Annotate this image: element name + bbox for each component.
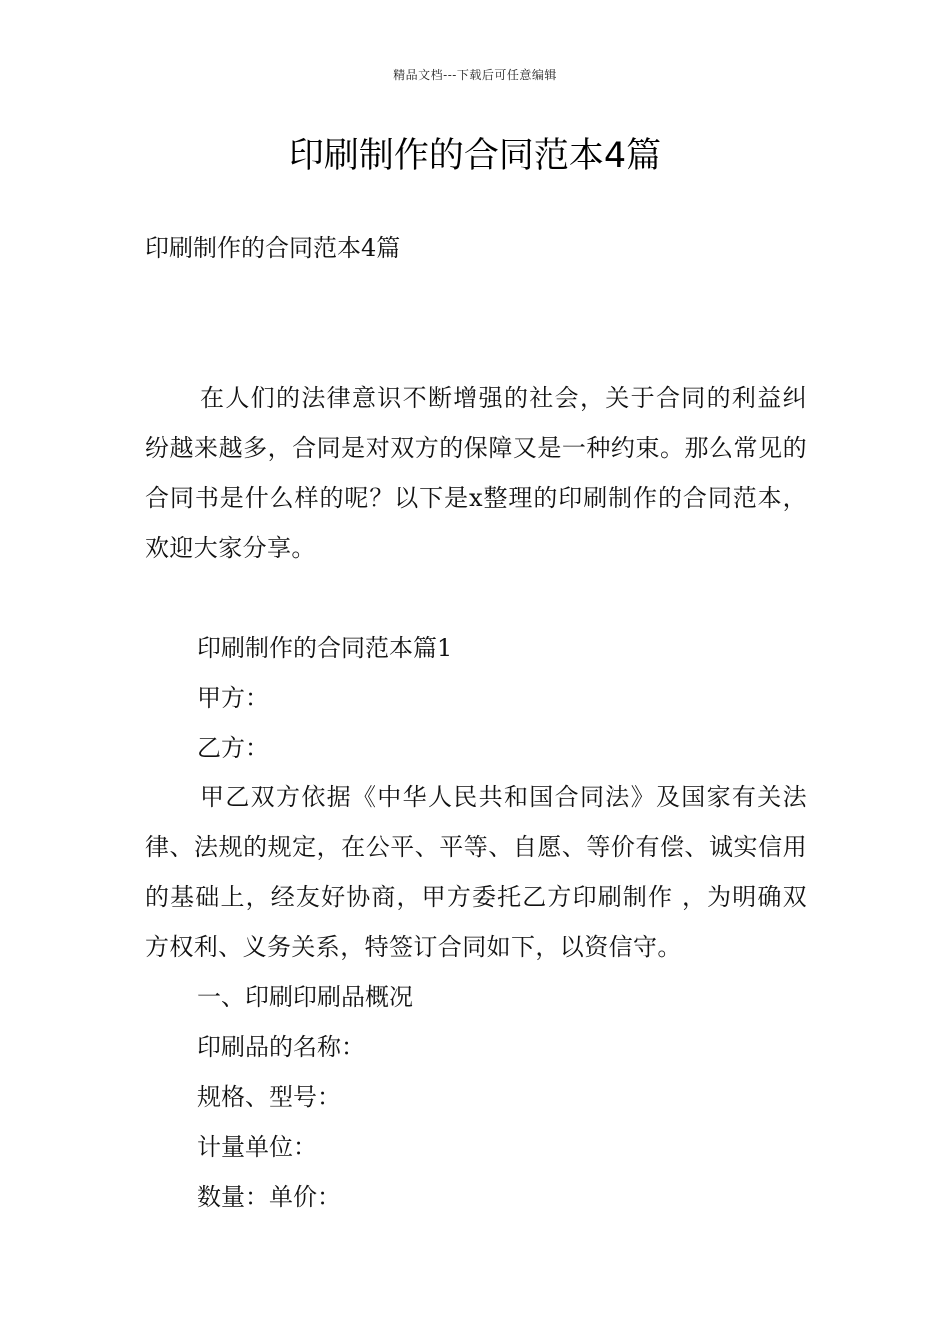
printed-item-name-field: 印刷品的名称：: [197, 1033, 365, 1061]
clause-heading: 一、印刷印刷品概况: [197, 983, 413, 1011]
header-note: 精品文档---下载后可任意编辑: [393, 68, 557, 82]
quantity-price-field: 数量：单价：: [197, 1183, 341, 1211]
intro-paragraph: 在人们的法律意识不断增强的社会，关于合同的利益纠纷越来越多，合同是对双方的保障又是一种约束。那么常见的合同书是什么样的呢？以下是x整理的印刷制作的合同范本，欢迎大家分享。: [145, 384, 807, 562]
section-heading: 印刷制作的合同范本篇1: [197, 634, 453, 662]
party-a-field: 甲方：: [197, 684, 269, 712]
document-title: 印刷制作的合同范本4篇: [288, 136, 662, 176]
party-b-field: 乙方：: [197, 734, 269, 762]
spec-model-field: 规格、型号：: [197, 1083, 341, 1111]
unit-field: 计量单位：: [197, 1133, 317, 1161]
agreement-paragraph: 甲乙双方依据《中华人民共和国合同法》及国家有关法律、法规的规定，在公平、平等、自愿、等价有偿、诚实信用的基础上，经友好协商，甲方委托乙方印刷制作 ，为明确双方权利、义务关系，特签订合同如下，以资信守。: [145, 783, 807, 961]
document-subtitle: 印刷制作的合同范本4篇: [145, 234, 401, 262]
